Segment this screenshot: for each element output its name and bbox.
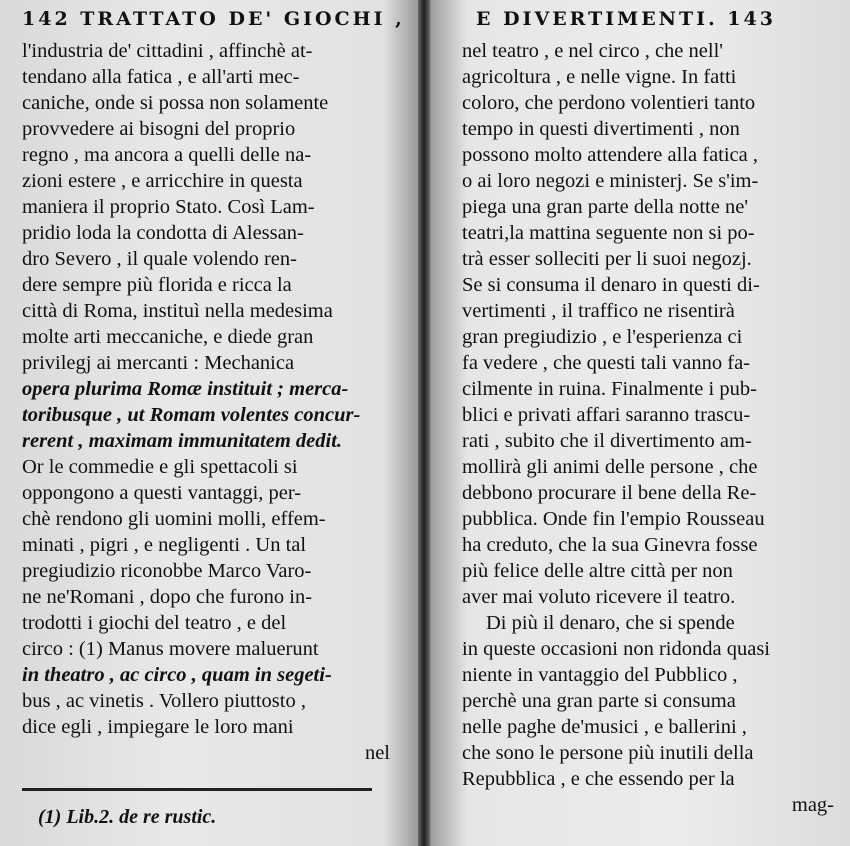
text-line: che sono le persone più inutili della	[462, 742, 754, 764]
latin-quote-line: toribusque , ut Romam volentes concur-	[22, 404, 361, 426]
text-line: pubblica. Onde fin l'empio Rousseau	[462, 508, 765, 530]
text-line: trà esser solleciti per li suoi negozj.	[462, 248, 752, 270]
text-line: pridio loda la condotta di Alessan-	[22, 222, 304, 244]
text-line: teatri,la mattina seguente non si po-	[462, 222, 755, 244]
text-line: perchè una gran parte si consuma	[462, 690, 736, 712]
catchword: mag-	[791, 794, 834, 816]
catchword: nel	[364, 742, 390, 764]
text-line: niente in vantaggio del Pubblico ,	[462, 664, 738, 686]
text-line: agricoltura , e nelle vigne. In fatti	[462, 66, 737, 88]
text-line: molte arti meccaniche, e diede gran	[22, 326, 314, 348]
text-line: caniche, onde si possa non solamente	[22, 92, 329, 114]
text-line: regno , ma ancora a quelli delle na-	[22, 144, 312, 166]
text-line: Di più il denaro, che si spende	[486, 612, 735, 634]
footnote: (1) Lib.2. de re rustic.	[38, 806, 217, 828]
text-line: maniera il proprio Stato. Così Lam-	[22, 196, 315, 218]
text-line: chè rendono gli uomini molli, effem-	[22, 508, 326, 530]
right-page-header: E DIVERTIMENTI. 143	[476, 8, 776, 30]
text-line: bus , ac vinetis . Vollero piuttosto ,	[22, 690, 306, 712]
left-page-header: 142 TRATTATO DE' GIOCHI ,	[22, 8, 405, 30]
text-line: più felice delle altre città per non	[462, 560, 733, 582]
book-gutter	[418, 0, 430, 846]
text-line: zioni estere , e arricchire in questa	[22, 170, 303, 192]
text-line: l'industria de' cittadini , affinchè at-	[22, 40, 313, 62]
footnote-rule	[22, 788, 372, 791]
text-line: tempo in questi divertimenti , non	[462, 118, 740, 140]
text-line: fa vedere , che questi tali vanno fa-	[462, 352, 751, 374]
text-line: in queste occasioni non ridonda quasi	[462, 638, 771, 660]
text-line: ne ne'Romani , dopo che furono in-	[22, 586, 313, 608]
text-line: gran pregiudizio , e l'esperienza ci	[462, 326, 743, 348]
text-line: debbono procurare il bene della Re-	[462, 482, 757, 504]
text-line: piega una gran parte della notte ne'	[462, 196, 749, 218]
text-line: rati , subito che il divertimento am-	[462, 430, 752, 452]
text-line: cilmente in ruina. Finalmente i pub-	[462, 378, 757, 400]
latin-quote-line: in theatro , ac circo , quam in segeti-	[22, 664, 332, 686]
text-line: coloro, che perdono volentieri tanto	[462, 92, 756, 114]
latin-quote-line: rerent , maximam immunitatem dedit.	[22, 430, 343, 452]
text-line: tendano alla fatica , e all'arti mec-	[22, 66, 300, 88]
left-page-body	[22, 38, 390, 766]
text-line: aver mai voluto ricevere il teatro.	[462, 586, 736, 608]
text-line: mollirà gli animi delle persone , che	[462, 456, 758, 478]
text-line: dere sempre più florida e ricca la	[22, 274, 292, 296]
right-page-body	[462, 38, 834, 818]
text-line: oppongono a questi vantaggi, per-	[22, 482, 302, 504]
text-line: trodotti i giochi del teatro , e del	[22, 612, 287, 634]
text-line: città di Roma, instituì nella medesima	[22, 300, 333, 322]
text-line: minati , pigri , e negligenti . Un tal	[22, 534, 307, 556]
text-line: vertimenti , il traffico ne risentirà	[462, 300, 735, 322]
text-line: dro Severo , il quale volendo ren-	[22, 248, 297, 270]
latin-quote-line: opera plurima Romæ instituit ; merca-	[22, 378, 349, 400]
text-line: possono molto attendere alla fatica ,	[462, 144, 759, 166]
text-line: Se si consuma il denaro in questi di-	[462, 274, 760, 296]
text-line: privilegj ai mercanti : Mechanica	[22, 352, 295, 374]
text-line: blici e privati affari saranno trascu-	[462, 404, 751, 426]
text-line: Repubblica , e che essendo per la	[462, 768, 735, 790]
text-line: pregiudizio riconobbe Marco Varo-	[22, 560, 312, 582]
text-line: circo : (1) Manus movere maluerunt	[22, 638, 319, 660]
text-line: nel teatro , e nel circo , che nell'	[462, 40, 723, 62]
text-line: o ai loro negozi e ministerj. Se s'im-	[462, 170, 759, 192]
text-line: ha creduto, che la sua Ginevra fosse	[462, 534, 758, 556]
text-line: nelle paghe de'musici , e ballerini ,	[462, 716, 747, 738]
text-line: provvedere ai bisogni del proprio	[22, 118, 296, 140]
text-line: dice egli , impiegare le loro mani	[22, 716, 294, 738]
text-line: Or le commedie e gli spettacoli si	[22, 456, 298, 478]
